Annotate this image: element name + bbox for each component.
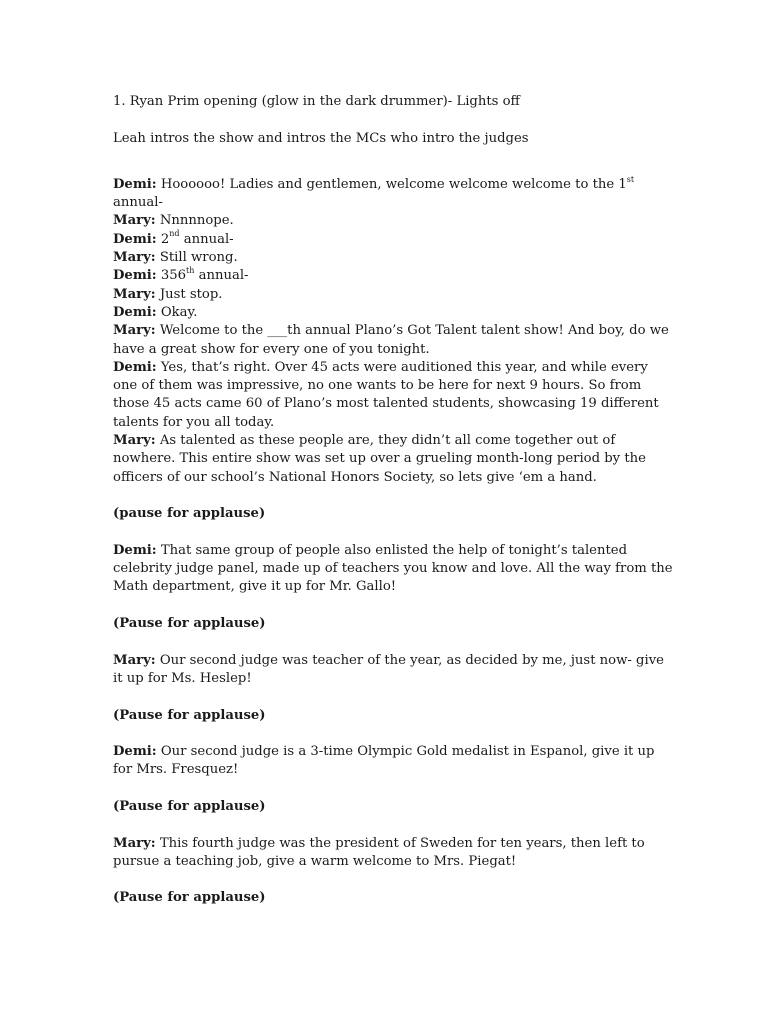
speaker-demi: Demi: (113, 176, 157, 192)
stage-direction-applause: (Pause for applause) (113, 798, 266, 814)
document-page (113, 93, 673, 908)
item-1: 1. Ryan Prim opening (glow in the dark drummer)- Lights off (113, 94, 520, 109)
dialogue-block (113, 176, 673, 487)
dialogue-line-5: Demi: 356th annual- (113, 265, 249, 284)
speaker-demi: Demi: (113, 304, 157, 320)
stage-direction-applause: (Pause for applause) (113, 890, 266, 906)
dialogue-line-7: Demi: Okay. (113, 304, 198, 320)
speaker-demi: Demi: (113, 231, 157, 247)
dialogue-line-12: Mary: Our second judge was teacher of the year, as decided by me, just now- give it up for Ms. Heslep! (113, 652, 664, 686)
speaker-mary: Mary: (113, 835, 156, 851)
speaker-demi: Demi: (113, 268, 157, 284)
intro-line: Leah intros the show and intros the MCs who intro the judges (113, 130, 529, 146)
speaker-mary: Mary: (113, 652, 156, 668)
speaker-demi: Demi: (113, 744, 157, 760)
stage-direction-applause: (pause for applause) (113, 506, 266, 522)
dialogue-line-13: Demi: Our second judge is a 3-time Olympic Gold medalist in Espanol, give it up for Mrs. Fresquez! (113, 744, 655, 778)
stage-direction-applause: (Pause for applause) (113, 707, 266, 723)
dialogue-line-1: Demi: Hoooooo! Ladies and gentlemen, welcome welcome welcome to the 1st annual- (113, 174, 635, 211)
dialogue-line-2: Mary: Nnnnnope. (113, 213, 234, 229)
speaker-mary: Mary: (113, 250, 156, 266)
stage-direction-applause: (Pause for applause) (113, 616, 266, 632)
dialogue-line-9: Demi: Yes, that’s right. Over 45 acts were auditioned this year, and while every one of them was impressive, no one wants to be here for next 9 hours. So from those 45 acts came 60 of Plano’s most talented students, showcasing 19 different talents for you all today. (113, 359, 659, 430)
dialogue-line-11: Demi: That same group of people also enlisted the help of tonight’s talented celebrity judge panel, made up of teachers you know and love. All the way from the Math department, give it up for Mr. Gallo! (113, 542, 673, 595)
speaker-demi: Demi: (113, 542, 157, 558)
dialogue-line-4: Mary: Still wrong. (113, 250, 238, 266)
dialogue-line-3: Demi: 2nd annual- (113, 229, 234, 247)
speaker-mary: Mary: (113, 323, 156, 339)
dialogue-line-8: Mary: Welcome to the ___th annual Plano’s Got Talent talent show! And boy, do we have a great show for every one of you tonight. (113, 323, 669, 357)
speaker-mary: Mary: (113, 286, 156, 302)
speaker-mary: Mary: (113, 433, 156, 449)
speaker-demi: Demi: (113, 359, 157, 375)
dialogue-line-6: Mary: Just stop. (113, 286, 223, 302)
dialogue-line-14: Mary: This fourth judge was the president of Sweden for ten years, then left to pursue a teaching job, give a warm welcome to Mrs. Piegat! (113, 835, 645, 869)
speaker-mary: Mary: (113, 213, 156, 229)
dialogue-line-10: Mary: As talented as these people are, they didn’t all come together out of nowhere. This entire show was set up over a grueling month-long period by the officers of our school’s National Honors Society, so lets give ‘em a hand. (113, 433, 646, 485)
